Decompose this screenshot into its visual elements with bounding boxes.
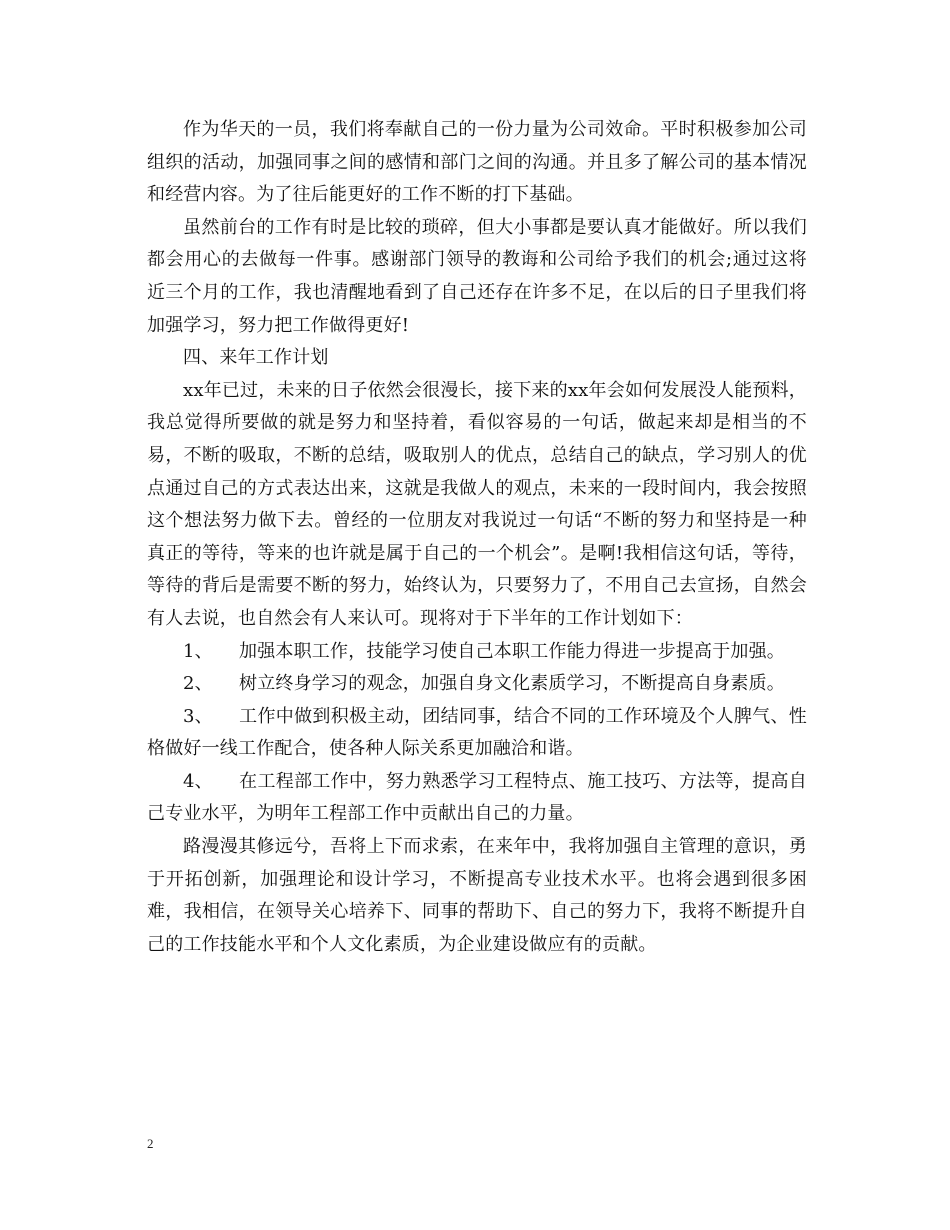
paragraph-closing: 路漫漫其修远兮，吾将上下而求索，在来年中，我将加强自主管理的意识，勇于开拓创新，加强理论和设计学习，不断提高专业技术水平。也将会遇到很多困难，我相信，在领导关心培养下、同事的帮助下、自己的努力下，我将不断提升自己的工作技能水平和个人文化素质，为企业建设做应有的贡献。 bbox=[147, 836, 807, 955]
plan-item bbox=[147, 766, 807, 831]
section-heading: 四、来年工作计划 bbox=[183, 347, 329, 369]
paragraph-huatian-member: 作为华天的一员，我们将奉献自己的一份力量为公司效命。平时积极参加公司组织的活动，加强同事之间的感情和部门之间的沟通。并且多了解公司的基本情况和经营内容。为了往后能更好的工作不断的打下基础。 bbox=[147, 119, 807, 206]
plan-item-text: 在工程部工作中，努力熟悉学习工程特点、施工技巧、方法等，提高自己专业水平，为明年工程部工作中贡献出自己的力量。 bbox=[147, 770, 807, 825]
paragraph-next-year-intro: xx年已过，未来的日子依然会很漫长，接下来的xx年会如何发展没人能预料，我总觉得所要做的就是努力和坚持着，看似容易的一句话，做起来却是相当的不易，不断的吸取，不断的总结，吸取别人的优点，总结自己的缺点，学习别人的优点通过自己的方式表达出来，这就是我做人的观点，未来的一段时间内，我会按照这个想法努力做下去。曾经的一位朋友对我说过一句话“不断的努力和坚持是一种真正的等待，等来的也许就是属于自己的一个机会”。是啊!我相信这句话，等待，等待的背后是需要不断的努力，始终认为，只要努力了，不用自己去宣扬，自然会有人去说，也自然会有人来认可。现将对于下半年的工作计划如下： bbox=[147, 379, 807, 629]
plan-item-number: 1、 bbox=[183, 640, 213, 662]
plan-item-number: 4、 bbox=[183, 770, 213, 792]
plan-item-number: 2、 bbox=[183, 673, 213, 695]
plan-item-number: 3、 bbox=[183, 705, 213, 727]
plan-item bbox=[147, 668, 807, 701]
page-number: 2 bbox=[147, 1136, 154, 1151]
plan-item-text: 工作中做到积极主动，团结同事，结合不同的工作环境及个人脾气、性格做好一线工作配合，使各种人际关系更加融洽和谐。 bbox=[147, 705, 807, 760]
plan-item bbox=[147, 701, 807, 766]
plan-item-text: 树立终身学习的观念，加强自身文化素质学习，不断提高自身素质。 bbox=[239, 673, 785, 695]
plan-item bbox=[147, 636, 807, 669]
document-body bbox=[147, 114, 807, 961]
plan-item-text: 加强本职工作，技能学习使自己本职工作能力得进一步提高于加强。 bbox=[239, 640, 785, 662]
paragraph-front-desk-work: 虽然前台的工作有时是比较的琐碎，但大小事都是要认真才能做好。所以我们都会用心的去做每一件事。感谢部门领导的教诲和公司给予我们的机会;通过这将近三个月的工作，我也清醒地看到了自己还存在许多不足，在以后的日子里我们将加强学习，努力把工作做得更好! bbox=[147, 216, 807, 336]
